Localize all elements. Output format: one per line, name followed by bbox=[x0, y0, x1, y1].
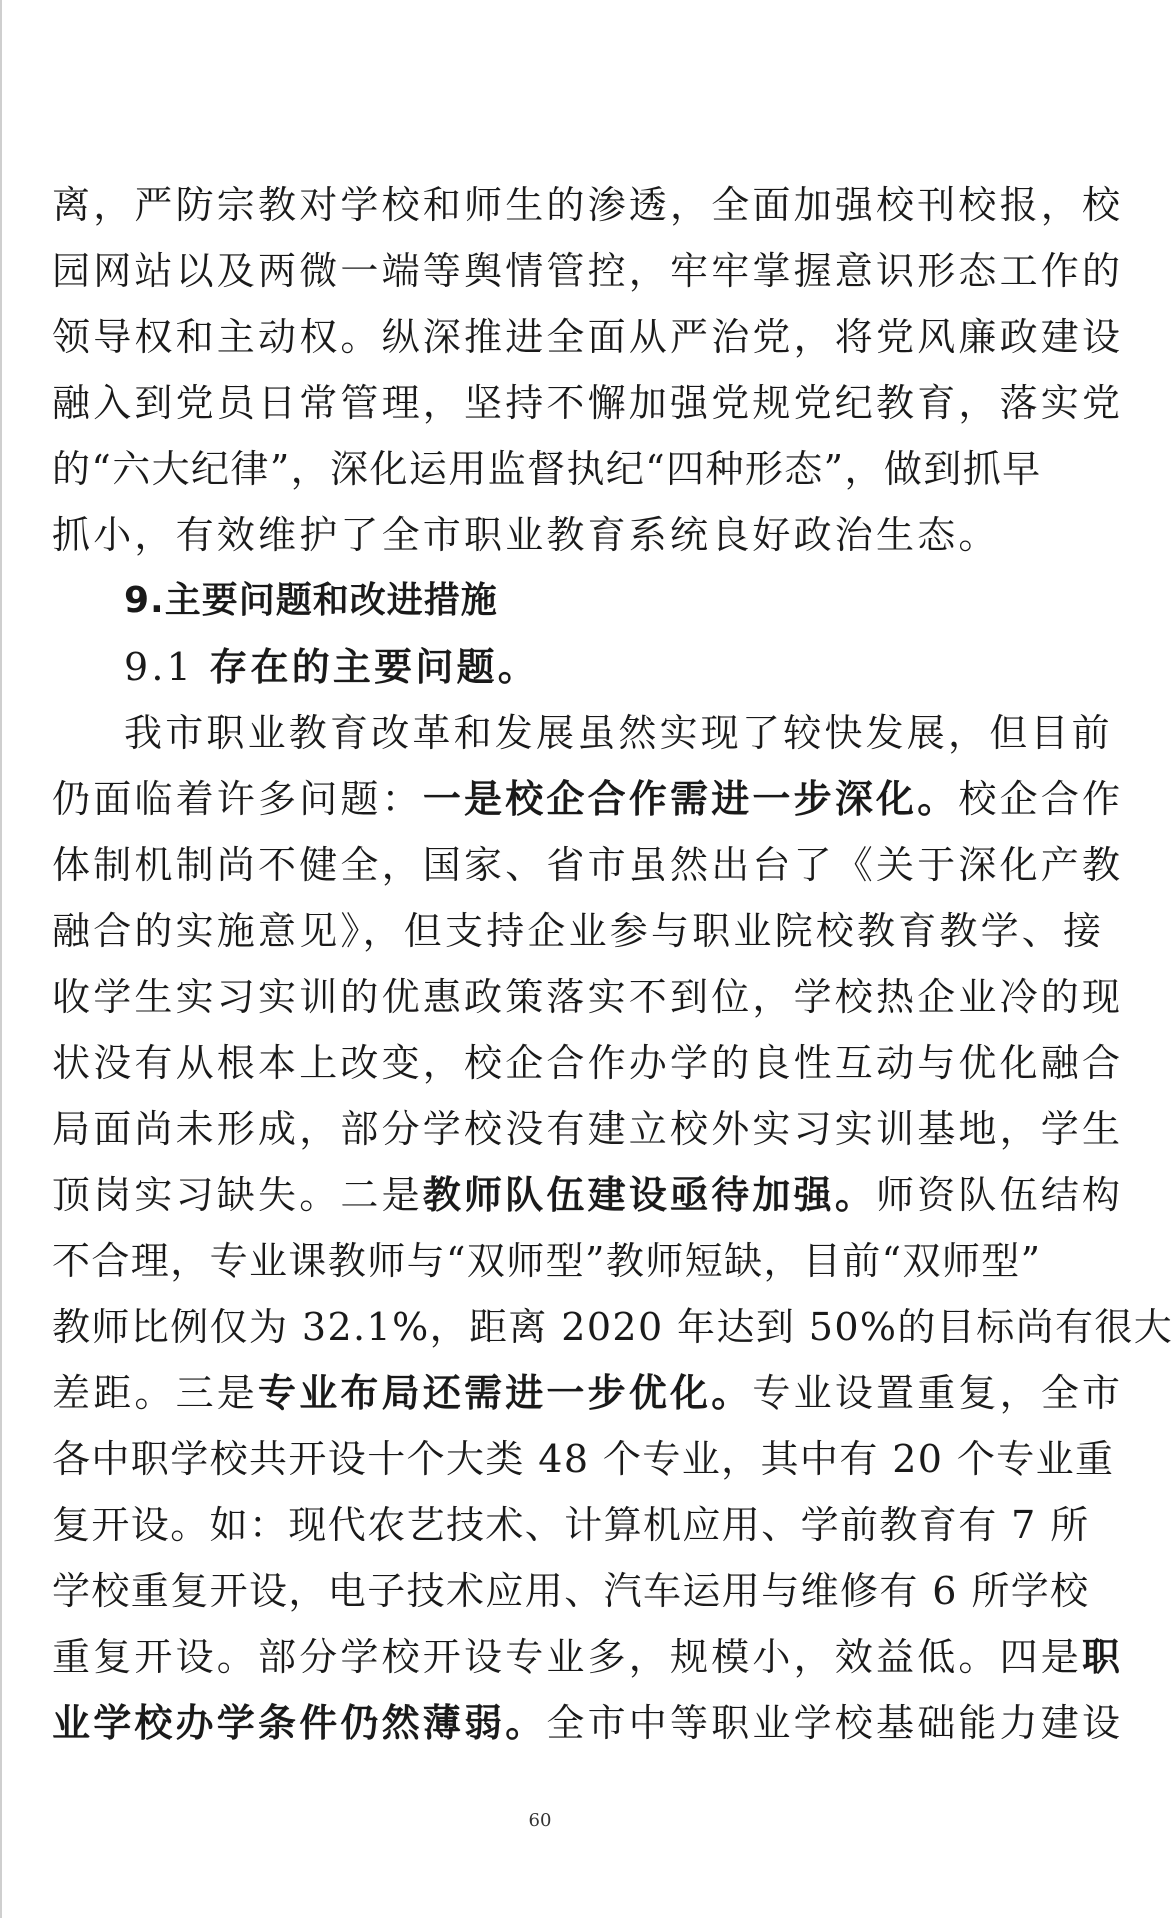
text-line: 不合理，专业课教师与“双师型”教师短缺，目前“双师型” bbox=[52, 1239, 1042, 1283]
text-line: 收学生实习实训的优惠政策落实不到位，学校热企业冷的现 bbox=[52, 975, 1124, 1019]
text-line: 园网站以及两微一端等舆情管控，牢牢掌握意识形态工作的 bbox=[52, 249, 1124, 293]
text-line: 教师比例仅为 32.1%，距离 2020 年达到 50%的目标尚有很大 bbox=[52, 1305, 1173, 1349]
text-line: 抓小，有效维护了全市职业教育系统良好政治生态。 bbox=[52, 513, 1000, 557]
page-edge bbox=[0, 0, 2, 1918]
text-line: 离，严防宗教对学校和师生的渗透，全面加强校刊校报，校 bbox=[52, 183, 1124, 227]
emphasis-text: 业学校办学条件仍然薄弱。 bbox=[52, 1700, 547, 1745]
text-line: 状没有从根本上改变，校企合作办学的良性互动与优化融合 bbox=[52, 1041, 1124, 1085]
emphasis-text: 一是校企合作需进一步深化。 bbox=[422, 776, 959, 821]
text-line: 体制机制尚不健全，国家、省市虽然出台了《关于深化产教 bbox=[52, 843, 1124, 887]
emphasis-text: 专业布局还需进一步优化。 bbox=[258, 1370, 753, 1415]
text-line bbox=[52, 766, 1124, 832]
text-line: 局面尚未形成，部分学校没有建立校外实习实训基地，学生 bbox=[52, 1107, 1124, 1151]
text-line: 的“六大纪律”，深化运用监督执纪“四种形态”，做到抓早 bbox=[52, 447, 1042, 491]
text-run: 校企合作 bbox=[958, 777, 1124, 821]
text-line: 各中职学校共开设十个大类 48 个专业，其中有 20 个专业重 bbox=[52, 1437, 1115, 1481]
text-run: 仍面临着许多问题： bbox=[52, 777, 423, 821]
text-run: 顶岗实习缺失。二是 bbox=[52, 1173, 423, 1217]
subsection-number: 9.1 bbox=[124, 645, 195, 689]
text-run: 全市中等职业学校基础能力建设 bbox=[546, 1701, 1124, 1745]
text-line: 领导权和主动权。纵深推进全面从严治党，将党风廉政建设 bbox=[52, 315, 1124, 359]
text-line: 学校重复开设，电子技术应用、汽车运用与维修有 6 所学校 bbox=[52, 1569, 1090, 1613]
document-body bbox=[52, 172, 1173, 1756]
text-line: 复开设。如：现代农艺技术、计算机应用、学前教育有 7 所 bbox=[52, 1503, 1090, 1547]
emphasis-text: 职 bbox=[1082, 1634, 1124, 1679]
text-line bbox=[52, 1690, 1124, 1756]
emphasis-text: 教师队伍建设亟待加强。 bbox=[422, 1172, 877, 1217]
page-number: 60 bbox=[528, 1810, 552, 1831]
text-line bbox=[52, 1162, 1124, 1228]
text-line: 融合的实施意见》，但支持企业参与职业院校教育教学、接 bbox=[52, 909, 1105, 953]
text-line: 我市职业教育改革和发展虽然实现了较快发展，但目前 bbox=[124, 711, 1113, 755]
text-run: 差距。三是 bbox=[52, 1371, 259, 1415]
text-run: 师资队伍结构 bbox=[876, 1173, 1124, 1217]
text-line bbox=[52, 1624, 1124, 1690]
subsection-heading bbox=[52, 634, 1018, 700]
subsection-title: 存在的主要问题。 bbox=[209, 644, 539, 689]
text-run: 重复开设。部分学校开设专业多，规模小，效益低。四是 bbox=[52, 1635, 1083, 1679]
section-heading: 9.主要问题和改进措施 bbox=[124, 580, 498, 621]
text-line: 融入到党员日常管理，坚持不懈加强党规党纪教育，落实党 bbox=[52, 381, 1124, 425]
text-run: 专业设置重复，全市 bbox=[752, 1371, 1124, 1415]
text-line bbox=[52, 1360, 1124, 1426]
